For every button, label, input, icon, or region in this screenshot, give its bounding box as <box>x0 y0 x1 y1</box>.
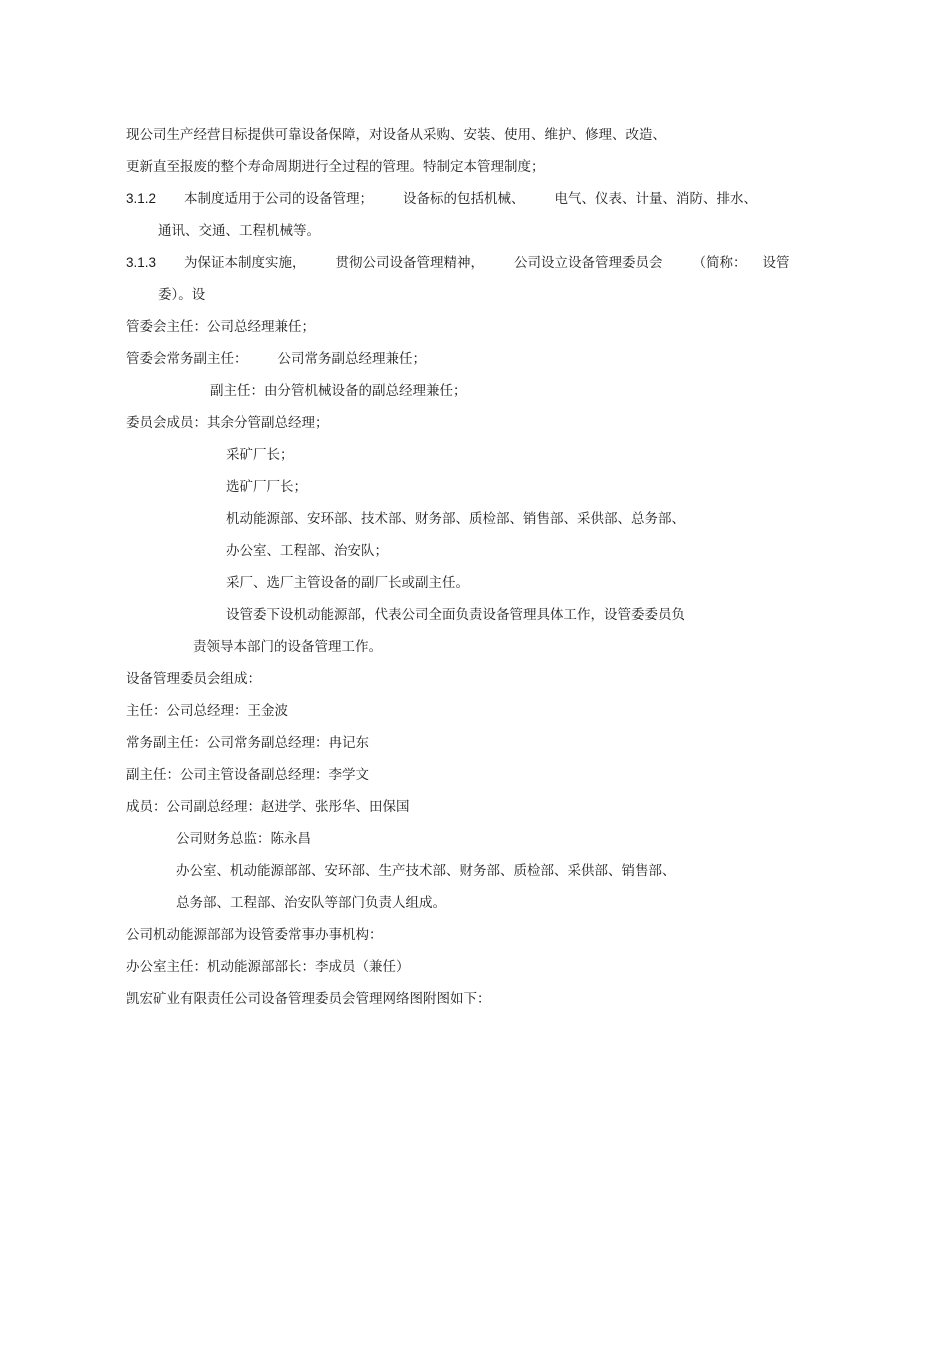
section-number: 3.1.3 <box>126 255 157 270</box>
section-text-b: 贯彻公司设备管理精神， <box>335 255 484 271</box>
exec-vice-value: 公司常务副总经理兼任； <box>277 351 426 367</box>
composition-members: 成员：公司副总经理：赵进学、张彤华、田保国 <box>126 799 410 815</box>
committee-chair: 管委会主任：公司总经理兼任； <box>126 319 315 335</box>
composition-vice: 副主任：公司主管设备副总经理：李学文 <box>126 767 369 783</box>
office-paragraph-line-1: 设管委下设机动能源部，代表公司全面负责设备管理具体工作，设管委委员负 <box>226 607 685 623</box>
committee-member-item: 办公室、工程部、治安队； <box>226 543 388 559</box>
committee-member-item: 采厂、选厂主管设备的副厂长或副主任。 <box>226 575 469 591</box>
committee-exec-vice <box>126 350 426 368</box>
committee-members: 委员会成员：其余分管副总经理； <box>126 415 329 431</box>
composition-depts-line-1: 办公室、机动能源部部、安环部、生产技术部、财务部、质检部、采供部、销售部、 <box>176 863 676 879</box>
committee-member-item: 选矿厂厂长； <box>226 479 307 495</box>
committee-member-item: 机动能源部、安环部、技术部、财务部、质检部、销售部、采供部、总务部、 <box>226 511 685 527</box>
composition-standing-body: 公司机动能源部部为设管委常事办事机构： <box>126 927 383 943</box>
section-text-a: 为保证本制度实施， <box>184 255 306 271</box>
committee-vice: 副主任：由分管机械设备的副总经理兼任； <box>210 383 467 399</box>
composition-depts-line-2: 总务部、工程部、治安队等部门负责人组成。 <box>176 895 446 911</box>
composition-closing: 凯宏矿业有限责任公司设备管理委员会管理网络图附图如下： <box>126 991 491 1007</box>
section-text-b: 设备标的包括机械、 <box>403 191 525 207</box>
section-text-c: 电气、仪表、计量、消防、排水、 <box>554 191 757 207</box>
section-3-1-2-line-2: 通讯、交通、工程机械等。 <box>158 223 320 239</box>
section-3-1-3-line-2: 委）。设 <box>158 287 206 303</box>
section-text-a: 本制度适用于公司的设备管理； <box>184 191 373 207</box>
composition-heading: 设备管理委员会组成： <box>126 671 261 687</box>
section-text-d: （简称： <box>692 255 747 271</box>
composition-cfo: 公司财务总监：陈永昌 <box>176 831 311 847</box>
section-3-1-3-line-1 <box>126 254 790 272</box>
office-paragraph-line-2: 责领导本部门的设备管理工作。 <box>193 639 382 655</box>
section-text-e: 设管 <box>762 255 790 271</box>
intro-line-1: 现公司生产经营目标提供可靠设备保障，对设备从采购、安装、使用、维护、修理、改造、 <box>126 127 666 143</box>
exec-vice-label: 管委会常务副主任： <box>126 351 248 367</box>
composition-exec-vice: 常务副主任：公司常务副总经理：冉记东 <box>126 735 369 751</box>
section-3-1-2-line-1 <box>126 190 757 208</box>
section-number: 3.1.2 <box>126 191 157 206</box>
section-text-c: 公司设立设备管理委员会 <box>514 255 663 271</box>
committee-member-item: 采矿厂长； <box>226 447 294 463</box>
composition-office-head: 办公室主任：机动能源部部长：李成员（兼任） <box>126 959 410 975</box>
composition-director: 主任：公司总经理：王金波 <box>126 703 288 719</box>
intro-line-2: 更新直至报废的整个寿命周期进行全过程的管理。特制定本管理制度； <box>126 159 545 175</box>
